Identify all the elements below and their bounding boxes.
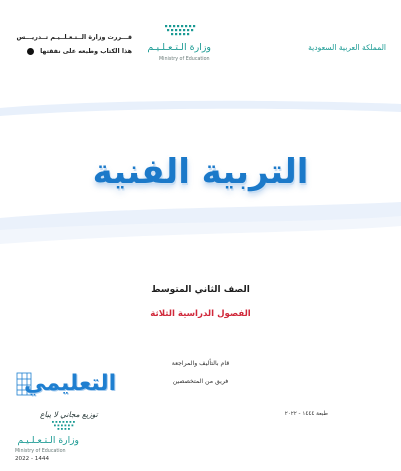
- watermark-brand: التعليمي: [24, 371, 117, 396]
- grade-label: الصف الثاني المتوسط: [151, 285, 250, 295]
- note-row: [16, 31, 132, 44]
- ministry-name-en: Ministry of Education: [15, 449, 66, 454]
- footer-ministry-logo: [13, 420, 83, 462]
- footer-year: 2022 - 1444: [15, 456, 50, 462]
- note-text: هذا الكتاب وطبعه على نفقتها: [40, 48, 132, 55]
- ministry-name-en: Ministry of Education: [159, 57, 210, 62]
- note-text: قـــررت وزارة الــتـعـلــيـم تــدريـــس: [16, 34, 132, 41]
- semesters-label: الفصول الدراسية الثلاثة: [150, 309, 251, 319]
- note-row: [20, 45, 132, 58]
- edition-label: طبعة ١٤٤٤ - ٢٠٢٢: [284, 411, 328, 417]
- ministry-notes: [16, 31, 132, 59]
- watermark-logo: [16, 365, 126, 411]
- watermark-slogan: توزيع مجاني لا يباع: [40, 410, 98, 419]
- authored-by: قام بالتأليف والمراجعة: [171, 360, 230, 367]
- ministry-dots-icon: [51, 420, 79, 433]
- ministry-name-ar: وزارة الـتـعـلـيـم: [17, 435, 79, 446]
- bullet-icon: [27, 48, 34, 55]
- authors-team: فريق من المتخصصين: [172, 378, 229, 385]
- ministry-dots-icon: [163, 24, 199, 40]
- book-title: التربية الفنية: [92, 152, 309, 192]
- ministry-name-ar: وزارة الـتـعـلـيـم: [147, 42, 211, 53]
- kingdom-name: المملكة العربية السعودية: [308, 43, 386, 52]
- ministry-logo: [147, 24, 211, 68]
